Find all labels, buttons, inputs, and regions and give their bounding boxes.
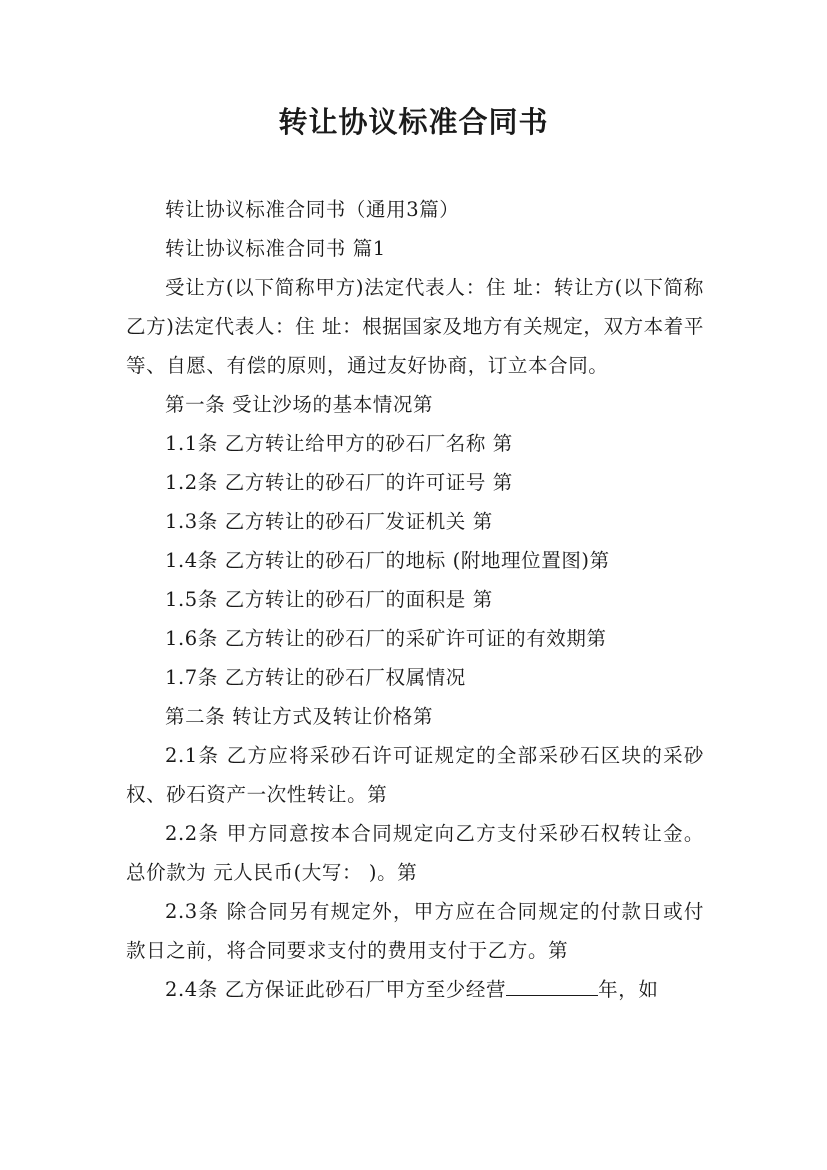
paragraph: 1.7条 乙方转让的砂石厂权属情况 — [165, 666, 466, 689]
paragraph: 2.3条 除合同另有规定外，甲方应在合同规定的付款日或付款日之前，将合同要求支付的费用支付于乙方。第 — [126, 900, 704, 962]
paragraph-text-after: 年，如 — [598, 978, 659, 1001]
paragraph: 1.1条 乙方转让给甲方的砂石厂名称 第 — [165, 432, 513, 455]
paragraph: 转让协议标准合同书 篇1 — [165, 237, 386, 260]
paragraph-with-blank — [126, 970, 704, 1009]
paragraph: 第二条 转让方式及转让价格第 — [165, 705, 434, 728]
paragraph: 第一条 受让沙场的基本情况第 — [165, 393, 434, 416]
paragraph: 1.2条 乙方转让的砂石厂的许可证号 第 — [165, 471, 513, 494]
paragraph: 1.6条 乙方转让的砂石厂的采矿许可证的有效期第 — [165, 627, 607, 650]
paragraph: 受让方(以下简称甲方)法定代表人：住 址：转让方(以下简称乙方)法定代表人：住 址：根据国家及地方有关规定，双方本着平等、自愿、有偿的原则，通过友好协商，订立本合同。 — [126, 276, 704, 377]
paragraph: 2.2条 甲方同意按本合同规定向乙方支付采砂石权转让金。总价款为 元人民币(大写： )。第 — [126, 822, 704, 884]
document-title: 转让协议标准合同书 — [278, 105, 549, 139]
paragraph: 1.3条 乙方转让的砂石厂发证机关 第 — [165, 510, 493, 533]
fill-in-blank — [506, 973, 598, 996]
paragraph: 2.1条 乙方应将采砂石许可证规定的全部采砂石区块的采砂权、砂石资产一次性转让。第 — [126, 744, 704, 806]
paragraph: 转让协议标准合同书（通用3篇） — [165, 198, 460, 221]
paragraph: 1.5条 乙方转让的砂石厂的面积是 第 — [165, 588, 493, 611]
paragraph-text-before: 2.4条 乙方保证此砂石厂甲方至少经营 — [165, 978, 507, 1001]
paragraph: 1.4条 乙方转让的砂石厂的地标 (附地理位置图)第 — [165, 549, 610, 572]
document-body — [126, 190, 704, 1009]
